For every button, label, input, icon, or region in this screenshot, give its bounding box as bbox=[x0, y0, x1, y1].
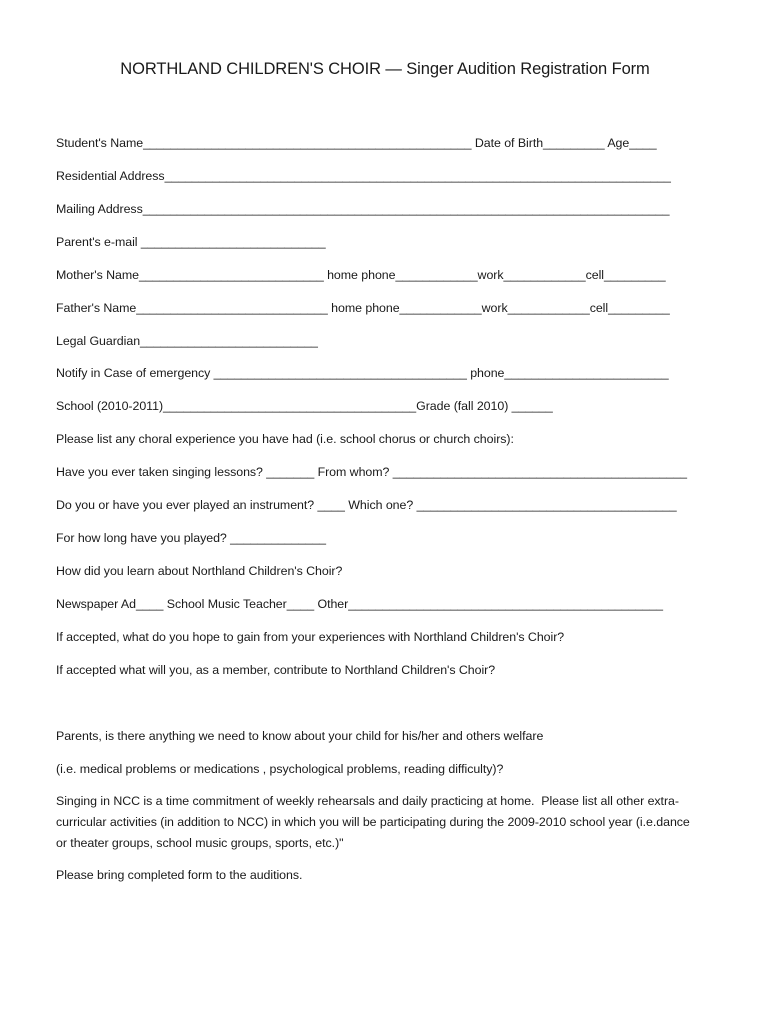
legal-guardian-line: Legal Guardian__________________________ bbox=[56, 334, 318, 348]
singing-lessons-line: Have you ever taken singing lessons? _______ From whom? ___________________________________________ bbox=[56, 465, 687, 479]
referral-options-line: Newspaper Ad____ School Music Teacher____ Other______________________________________________ bbox=[56, 597, 663, 611]
school-grade-line: School (2010-2011)_____________________________________Grade (fall 2010) ______ bbox=[56, 399, 553, 413]
parent-email-line: Parent's e-mail ___________________________ bbox=[56, 235, 326, 249]
form-title: NORTHLAND CHILDREN'S CHOIR — Singer Audition Registration Form bbox=[120, 60, 650, 78]
student-name-line: Student's Name________________________________________________ Date of Birth_________ Age____ bbox=[56, 136, 657, 150]
residential-address-line: Residential Address__________________________________________________________________________ bbox=[56, 169, 671, 183]
emergency-contact-line: Notify in Case of emergency _____________________________________ phone________________________ bbox=[56, 366, 669, 380]
referral-question: How did you learn about Northland Children's Choir? bbox=[56, 564, 343, 578]
welfare-examples-line: (i.e. medical problems or medications , psychological problems, reading difficulty)? bbox=[56, 762, 504, 776]
commitment-paragraph-line-2: curricular activities (in addition to NCC) in which you will be participating during the 2009-2010 school year (i.e.dance bbox=[56, 815, 690, 829]
commitment-paragraph-line-1: Singing in NCC is a time commitment of weekly rehearsals and daily practicing at home. Please list all other extra- bbox=[56, 794, 679, 808]
father-name-line: Father's Name____________________________ home phone____________work____________cell_________ bbox=[56, 301, 670, 315]
gain-question: If accepted, what do you hope to gain from your experiences with Northland Children's Choir? bbox=[56, 630, 565, 644]
closing-instruction: Please bring completed form to the auditions. bbox=[56, 868, 303, 882]
instrument-line: Do you or have you ever played an instrument? ____ Which one? ______________________________________ bbox=[56, 498, 677, 512]
contribute-question: If accepted what will you, as a member, contribute to Northland Children's Choir? bbox=[56, 663, 496, 677]
mailing-address-line: Mailing Address_____________________________________________________________________________ bbox=[56, 202, 670, 216]
mother-name-line: Mother's Name___________________________ home phone____________work____________cell_________ bbox=[56, 268, 666, 282]
instrument-duration-line: For how long have you played? ______________ bbox=[56, 531, 326, 545]
commitment-paragraph-line-3: or theater groups, school music groups, sports, etc.)" bbox=[56, 836, 344, 850]
choral-experience-question: Please list any choral experience you have had (i.e. school chorus or church choirs): bbox=[56, 432, 514, 446]
parents-welfare-question: Parents, is there anything we need to know about your child for his/her and others welfare bbox=[56, 729, 544, 743]
